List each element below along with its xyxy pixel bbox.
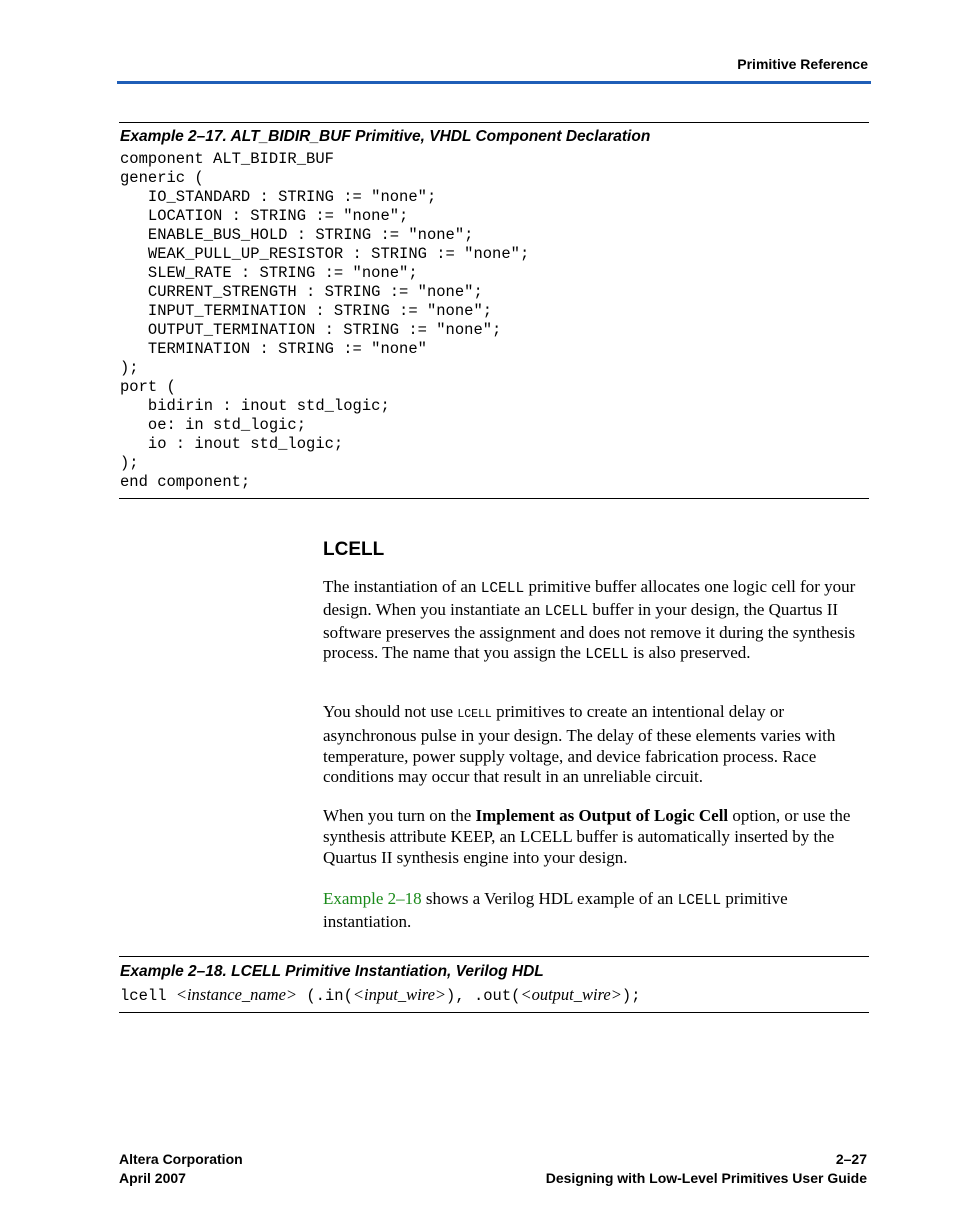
code-line: WEAK_PULL_UP_RESISTOR : STRING := "none"; xyxy=(120,245,530,263)
paragraph-1: The instantiation of an LCELL primitive buffer allocates one logic cell for your design. When you instantiate an LCELL buffer in your design, the Quartus II software preserves the assignment and does not remove it during the synthesis process. The name that you assign the LCELL is also preserved. xyxy=(323,577,856,664)
paragraph-4: Example 2–18 shows a Verilog HDL example of an LCELL primitive instantiation. xyxy=(323,889,788,931)
code-line: CURRENT_STRENGTH : STRING := "none"; xyxy=(120,283,483,301)
example-18-caption: Example 2–18. LCELL Primitive Instantiation, Verilog HDL xyxy=(120,963,544,980)
footer-date: April 2007 xyxy=(119,1169,186,1186)
code-term: LCELL xyxy=(480,581,525,597)
code-line: SLEW_RATE : STRING := "none"; xyxy=(120,264,418,282)
code-term: LCELL xyxy=(544,603,589,620)
code-line: ); xyxy=(120,359,139,377)
running-header-title: Primitive Reference xyxy=(737,56,868,72)
code-line: end component; xyxy=(120,473,251,491)
code-line: generic ( xyxy=(120,169,204,187)
code-line: INPUT_TERMINATION : STRING := "none"; xyxy=(120,302,493,320)
example-17-code-block xyxy=(120,150,529,492)
example-17-caption: Example 2–17. ALT_BIDIR_BUF Primitive, VHDL Component Declaration xyxy=(120,128,651,145)
code-line: ENABLE_BUS_HOLD : STRING := "none"; xyxy=(120,226,474,244)
footer-right xyxy=(546,1150,867,1187)
code-line: oe: in std_logic; xyxy=(120,416,307,434)
example-2-18-link[interactable]: Example 2–18 xyxy=(323,889,422,908)
example-17-top-rule xyxy=(119,122,869,123)
example-17-bottom-rule xyxy=(119,498,869,499)
paragraph-2: You should not use LCELL primitives to create an intentional delay or asynchronous pulse in your design. The delay of these elements varies with temperature, power supply voltage, and device fabrication process. Race conditions may occur that result in an unreliable circuit. xyxy=(323,702,836,787)
example-18-bottom-rule xyxy=(119,1012,869,1013)
code-line: bidirin : inout std_logic; xyxy=(120,397,390,415)
footer-company: Altera Corporation xyxy=(119,1151,243,1167)
code-line: IO_STANDARD : STRING := "none"; xyxy=(120,188,437,206)
header-rule xyxy=(117,81,871,84)
code-line: port ( xyxy=(120,378,176,396)
code-line: component ALT_BIDIR_BUF xyxy=(120,150,334,168)
code-term: LCELL xyxy=(457,708,492,721)
code-line: io : inout std_logic; xyxy=(120,435,344,453)
example-18-top-rule xyxy=(119,956,869,957)
section-heading: LCELL xyxy=(323,539,385,560)
page-number: 2–27 xyxy=(835,1151,867,1167)
option-name: Implement as Output of Logic Cell xyxy=(475,806,729,825)
code-term: LCELL xyxy=(677,893,722,909)
guide-title: Designing with Low-Level Primitives User Guide xyxy=(545,1169,867,1186)
code-line: OUTPUT_TERMINATION : STRING := "none"; xyxy=(120,321,502,339)
code-line: TERMINATION : STRING := "none" xyxy=(120,340,427,358)
code-line: ); xyxy=(120,454,139,472)
example-18-code-line: lcell <instance_name> (.in(<input_wire>), .out(<output_wire>); xyxy=(120,985,641,1005)
footer-left xyxy=(119,1150,243,1187)
paragraph-3: When you turn on the Implement as Output of Logic Cell option, or use the synthesis attribute KEEP, an LCELL buffer is automatically inserted by the Quartus II synthesis engine into your design. xyxy=(323,806,851,867)
code-line: LOCATION : STRING := "none"; xyxy=(120,207,409,225)
code-term: LCELL xyxy=(585,647,629,664)
